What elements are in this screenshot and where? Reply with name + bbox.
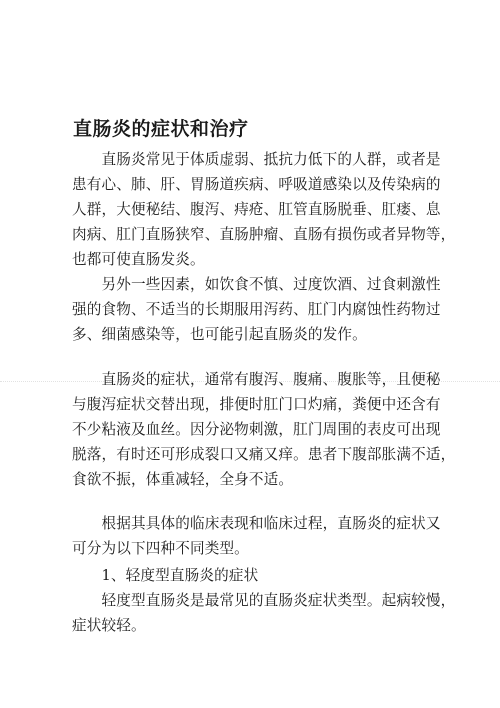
paragraph-line: 肉病、肛门直肠狭窄、直肠肿瘤、直肠有损伤或者异物等， bbox=[72, 226, 456, 243]
paragraph-line: 可分为以下四种不同类型。 bbox=[72, 540, 249, 557]
paragraph-line: 轻度型直肠炎是最常见的直肠炎症状类型。起病较慢， bbox=[72, 592, 456, 609]
paragraph-line: 根据其具体的临床表现和临床过程，直肠炎的症状又 bbox=[72, 515, 441, 532]
paragraph-line: 食欲不振，体重减轻，全身不适。 bbox=[72, 471, 294, 488]
paragraph-line: 症状较轻。 bbox=[72, 617, 146, 634]
paragraph-line: 多、细菌感染等，也可能引起直肠炎的发作。 bbox=[72, 326, 367, 343]
document-title: 直肠炎的症状和治疗 bbox=[73, 118, 249, 140]
paragraph-line: 直肠炎的症状，通常有腹泻、腹痛、腹胀等，且便秘 bbox=[72, 371, 441, 388]
paragraph-line: 脱落，有时还可形成裂口又痛又痒。患者下腹部胀满不适， bbox=[72, 446, 456, 463]
paragraph-line: 患有心、肺、肝、胃肠道疾病、呼吸道感染以及传染病的 bbox=[72, 176, 441, 193]
paragraph-line: 人群，大便秘结、腹泻、痔疮、肛管直肠脱垂、肛瘘、息 bbox=[72, 201, 441, 218]
paragraph-line: 不少粘液及血丝。因分泌物刺激，肛门周围的表皮可出现 bbox=[72, 421, 441, 438]
paragraph-line: 另外一些因素，如饮食不慎、过度饮酒、过食刺激性 bbox=[72, 276, 441, 293]
paragraph-line: 与腹泻症状交替出现，排便时肛门口灼痛，粪便中还含有 bbox=[72, 396, 441, 413]
paragraph-line: 也都可使直肠发炎。 bbox=[72, 251, 205, 268]
paragraph-line: 直肠炎常见于体质虚弱、抵抗力低下的人群，或者是 bbox=[72, 151, 441, 168]
section-heading: 1、轻度型直肠炎的症状 bbox=[72, 567, 259, 584]
paragraph-line: 强的食物、不适当的长期服用泻药、肛门内腐蚀性药物过 bbox=[72, 301, 441, 318]
